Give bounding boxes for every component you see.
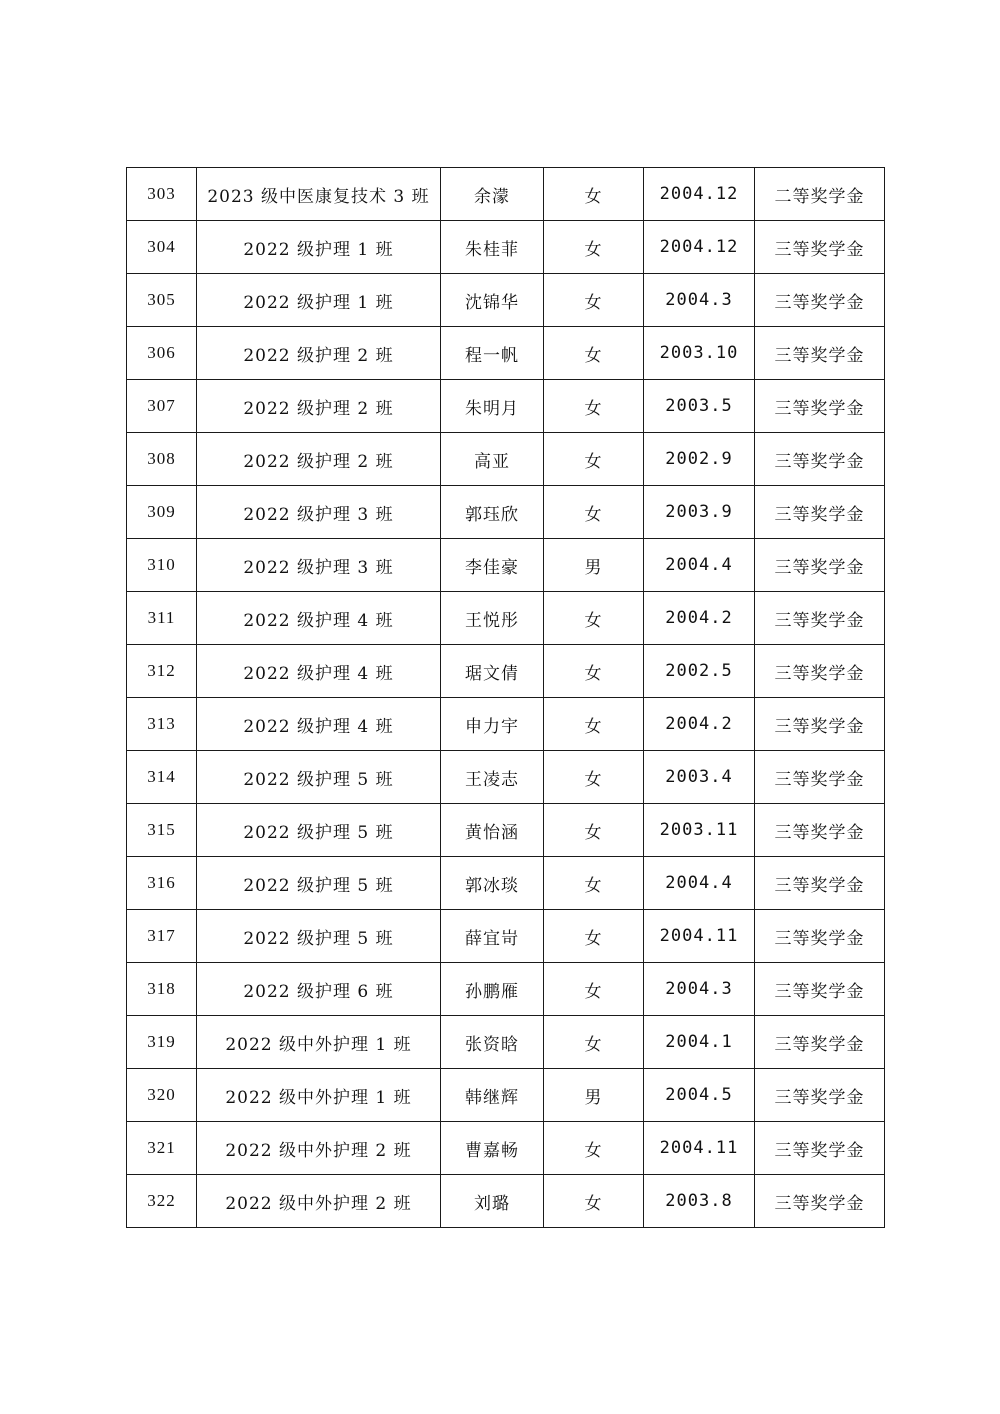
birth-date-cell: 2004.11 xyxy=(644,910,755,963)
student-name-cell: 孙鹏雁 xyxy=(441,963,544,1016)
award-level-cell: 三等奖学金 xyxy=(755,1175,885,1228)
gender-cell: 女 xyxy=(544,645,644,698)
row-number-cell: 306 xyxy=(127,327,197,380)
class-name-cell: 2022 级护理 3 班 xyxy=(197,486,441,539)
class-name-cell: 2022 级护理 1 班 xyxy=(197,274,441,327)
gender-cell: 女 xyxy=(544,592,644,645)
class-name-cell: 2022 级护理 2 班 xyxy=(197,433,441,486)
row-number-cell: 314 xyxy=(127,751,197,804)
scholarship-table xyxy=(126,167,885,1228)
gender-cell: 女 xyxy=(544,221,644,274)
gender-cell: 女 xyxy=(544,910,644,963)
table-row xyxy=(127,327,885,380)
class-name-cell: 2022 级护理 6 班 xyxy=(197,963,441,1016)
birth-date-cell: 2003.4 xyxy=(644,751,755,804)
student-name-cell: 王凌志 xyxy=(441,751,544,804)
birth-date-cell: 2003.10 xyxy=(644,327,755,380)
table-row xyxy=(127,486,885,539)
award-level-cell: 三等奖学金 xyxy=(755,1069,885,1122)
award-level-cell: 三等奖学金 xyxy=(755,486,885,539)
class-name-cell: 2022 级中外护理 2 班 xyxy=(197,1122,441,1175)
table-row xyxy=(127,645,885,698)
class-name-cell: 2022 级护理 5 班 xyxy=(197,751,441,804)
class-name-cell: 2022 级护理 3 班 xyxy=(197,539,441,592)
row-number-cell: 307 xyxy=(127,380,197,433)
award-level-cell: 三等奖学金 xyxy=(755,857,885,910)
birth-date-cell: 2003.11 xyxy=(644,804,755,857)
class-name-cell: 2022 级护理 4 班 xyxy=(197,645,441,698)
student-name-cell: 朱桂菲 xyxy=(441,221,544,274)
award-level-cell: 三等奖学金 xyxy=(755,592,885,645)
class-name-cell: 2022 级护理 4 班 xyxy=(197,592,441,645)
row-number-cell: 318 xyxy=(127,963,197,1016)
award-level-cell: 三等奖学金 xyxy=(755,645,885,698)
class-name-cell: 2022 级护理 5 班 xyxy=(197,910,441,963)
row-number-cell: 317 xyxy=(127,910,197,963)
student-name-cell: 李佳豪 xyxy=(441,539,544,592)
award-level-cell: 三等奖学金 xyxy=(755,910,885,963)
gender-cell: 女 xyxy=(544,857,644,910)
award-level-cell: 三等奖学金 xyxy=(755,698,885,751)
birth-date-cell: 2004.3 xyxy=(644,274,755,327)
gender-cell: 女 xyxy=(544,274,644,327)
student-name-cell: 曹嘉畅 xyxy=(441,1122,544,1175)
table-body xyxy=(127,168,885,1228)
award-level-cell: 三等奖学金 xyxy=(755,221,885,274)
class-name-cell: 2022 级护理 5 班 xyxy=(197,804,441,857)
table-row xyxy=(127,168,885,221)
gender-cell: 女 xyxy=(544,433,644,486)
row-number-cell: 315 xyxy=(127,804,197,857)
birth-date-cell: 2004.2 xyxy=(644,698,755,751)
birth-date-cell: 2004.1 xyxy=(644,1016,755,1069)
student-name-cell: 高亚 xyxy=(441,433,544,486)
birth-date-cell: 2002.5 xyxy=(644,645,755,698)
birth-date-cell: 2004.5 xyxy=(644,1069,755,1122)
class-name-cell: 2022 级护理 2 班 xyxy=(197,380,441,433)
student-name-cell: 郭珏欣 xyxy=(441,486,544,539)
student-name-cell: 薛宜岢 xyxy=(441,910,544,963)
award-level-cell: 三等奖学金 xyxy=(755,380,885,433)
class-name-cell: 2022 级中外护理 2 班 xyxy=(197,1175,441,1228)
table-row xyxy=(127,221,885,274)
student-name-cell: 王悦彤 xyxy=(441,592,544,645)
student-name-cell: 程一帆 xyxy=(441,327,544,380)
row-number-cell: 322 xyxy=(127,1175,197,1228)
gender-cell: 女 xyxy=(544,804,644,857)
table-row xyxy=(127,274,885,327)
award-level-cell: 三等奖学金 xyxy=(755,1122,885,1175)
table-row xyxy=(127,963,885,1016)
class-name-cell: 2022 级中外护理 1 班 xyxy=(197,1069,441,1122)
student-name-cell: 朱明月 xyxy=(441,380,544,433)
row-number-cell: 303 xyxy=(127,168,197,221)
row-number-cell: 319 xyxy=(127,1016,197,1069)
birth-date-cell: 2004.4 xyxy=(644,857,755,910)
award-level-cell: 二等奖学金 xyxy=(755,168,885,221)
gender-cell: 女 xyxy=(544,1016,644,1069)
row-number-cell: 316 xyxy=(127,857,197,910)
class-name-cell: 2022 级护理 5 班 xyxy=(197,857,441,910)
gender-cell: 男 xyxy=(544,539,644,592)
table-row xyxy=(127,1069,885,1122)
student-name-cell: 申力宇 xyxy=(441,698,544,751)
row-number-cell: 313 xyxy=(127,698,197,751)
award-level-cell: 三等奖学金 xyxy=(755,804,885,857)
student-name-cell: 黄怡涵 xyxy=(441,804,544,857)
row-number-cell: 308 xyxy=(127,433,197,486)
birth-date-cell: 2004.12 xyxy=(644,221,755,274)
table-row xyxy=(127,910,885,963)
gender-cell: 女 xyxy=(544,751,644,804)
student-name-cell: 韩继辉 xyxy=(441,1069,544,1122)
class-name-cell: 2022 级护理 1 班 xyxy=(197,221,441,274)
gender-cell: 女 xyxy=(544,486,644,539)
row-number-cell: 312 xyxy=(127,645,197,698)
gender-cell: 女 xyxy=(544,168,644,221)
row-number-cell: 321 xyxy=(127,1122,197,1175)
birth-date-cell: 2004.2 xyxy=(644,592,755,645)
table-row xyxy=(127,1122,885,1175)
award-level-cell: 三等奖学金 xyxy=(755,539,885,592)
student-name-cell: 余濛 xyxy=(441,168,544,221)
table-row xyxy=(127,857,885,910)
table-row xyxy=(127,380,885,433)
birth-date-cell: 2003.5 xyxy=(644,380,755,433)
award-level-cell: 三等奖学金 xyxy=(755,1016,885,1069)
gender-cell: 女 xyxy=(544,1122,644,1175)
row-number-cell: 309 xyxy=(127,486,197,539)
row-number-cell: 320 xyxy=(127,1069,197,1122)
birth-date-cell: 2003.9 xyxy=(644,486,755,539)
award-level-cell: 三等奖学金 xyxy=(755,274,885,327)
gender-cell: 男 xyxy=(544,1069,644,1122)
birth-date-cell: 2004.4 xyxy=(644,539,755,592)
class-name-cell: 2022 级中外护理 1 班 xyxy=(197,1016,441,1069)
award-level-cell: 三等奖学金 xyxy=(755,433,885,486)
student-name-cell: 沈锦华 xyxy=(441,274,544,327)
table-row xyxy=(127,433,885,486)
table-row xyxy=(127,804,885,857)
student-name-cell: 琚文倩 xyxy=(441,645,544,698)
gender-cell: 女 xyxy=(544,380,644,433)
class-name-cell: 2022 级护理 2 班 xyxy=(197,327,441,380)
table-row xyxy=(127,1175,885,1228)
row-number-cell: 310 xyxy=(127,539,197,592)
gender-cell: 女 xyxy=(544,327,644,380)
row-number-cell: 304 xyxy=(127,221,197,274)
row-number-cell: 305 xyxy=(127,274,197,327)
student-name-cell: 张资晗 xyxy=(441,1016,544,1069)
gender-cell: 女 xyxy=(544,1175,644,1228)
birth-date-cell: 2004.12 xyxy=(644,168,755,221)
gender-cell: 女 xyxy=(544,963,644,1016)
row-number-cell: 311 xyxy=(127,592,197,645)
award-level-cell: 三等奖学金 xyxy=(755,963,885,1016)
student-name-cell: 刘璐 xyxy=(441,1175,544,1228)
gender-cell: 女 xyxy=(544,698,644,751)
student-name-cell: 郭冰琰 xyxy=(441,857,544,910)
table-row xyxy=(127,1016,885,1069)
birth-date-cell: 2002.9 xyxy=(644,433,755,486)
table-row xyxy=(127,698,885,751)
birth-date-cell: 2004.3 xyxy=(644,963,755,1016)
class-name-cell: 2022 级护理 4 班 xyxy=(197,698,441,751)
award-level-cell: 三等奖学金 xyxy=(755,751,885,804)
table-row xyxy=(127,592,885,645)
birth-date-cell: 2004.11 xyxy=(644,1122,755,1175)
birth-date-cell: 2003.8 xyxy=(644,1175,755,1228)
table-row xyxy=(127,751,885,804)
award-level-cell: 三等奖学金 xyxy=(755,327,885,380)
table-row xyxy=(127,539,885,592)
class-name-cell: 2023 级中医康复技术 3 班 xyxy=(197,168,441,221)
